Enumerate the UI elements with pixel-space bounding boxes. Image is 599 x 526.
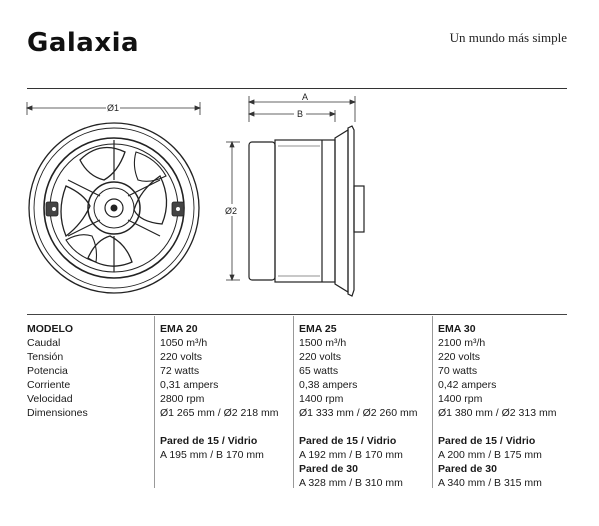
pared30-value: A 328 mm / B 310 mm bbox=[299, 477, 403, 489]
value-velocidad: 1400 rpm bbox=[438, 393, 483, 405]
model-name: EMA 30 bbox=[438, 323, 476, 335]
value-corriente: 0,42 ampers bbox=[438, 379, 497, 391]
column-divider bbox=[293, 316, 294, 488]
value-corriente: 0,31 ampers bbox=[160, 379, 219, 391]
model-column-ema20 bbox=[160, 322, 278, 462]
tagline: Un mundo más simple bbox=[449, 30, 567, 45]
value-dimensiones: Ø1 265 mm / Ø2 218 mm bbox=[160, 407, 279, 419]
label-potencia: Potencia bbox=[27, 365, 68, 377]
model-name: EMA 20 bbox=[160, 323, 198, 335]
column-title-modelo: MODELO bbox=[27, 323, 74, 335]
brand-logo: Galaxia bbox=[27, 28, 140, 58]
fan-side-view bbox=[249, 126, 364, 296]
value-potencia: 70 watts bbox=[438, 365, 478, 377]
label-corriente: Corriente bbox=[27, 379, 71, 391]
side-dimensions bbox=[226, 96, 355, 280]
pared30-title: Pared de 30 bbox=[438, 463, 497, 475]
value-tension: 220 volts bbox=[160, 351, 203, 363]
table-top-rule bbox=[27, 314, 567, 315]
model-name: EMA 25 bbox=[299, 323, 337, 335]
pared15-value: A 200 mm / B 175 mm bbox=[438, 449, 542, 461]
value-potencia: 65 watts bbox=[299, 365, 339, 377]
pared15-title: Pared de 15 / Vidrio bbox=[160, 435, 258, 447]
label-dimensiones: Dimensiones bbox=[27, 407, 88, 419]
front-diameter-label: Ø1 bbox=[106, 103, 120, 113]
dimension-a-label: A bbox=[301, 92, 309, 102]
model-column-ema30 bbox=[438, 322, 556, 490]
pared15-value: A 192 mm / B 170 mm bbox=[299, 449, 403, 461]
pared15-value: A 195 mm / B 170 mm bbox=[160, 449, 264, 461]
value-corriente: 0,38 ampers bbox=[299, 379, 358, 391]
specs-table bbox=[27, 314, 567, 499]
column-divider bbox=[432, 316, 433, 488]
value-caudal: 1500 m³/h bbox=[299, 337, 347, 349]
label-velocidad: Velocidad bbox=[27, 393, 73, 405]
value-velocidad: 2800 rpm bbox=[160, 393, 205, 405]
model-column-ema25 bbox=[299, 322, 417, 490]
pared30-value: A 340 mm / B 315 mm bbox=[438, 477, 542, 489]
value-dimensiones: Ø1 380 mm / Ø2 313 mm bbox=[438, 407, 557, 419]
dimension-b-label: B bbox=[296, 109, 304, 119]
value-caudal: 2100 m³/h bbox=[438, 337, 486, 349]
label-tension: Tensión bbox=[27, 351, 64, 363]
value-caudal: 1050 m³/h bbox=[160, 337, 208, 349]
value-tension: 220 volts bbox=[299, 351, 342, 363]
value-tension: 220 volts bbox=[438, 351, 481, 363]
label-caudal: Caudal bbox=[27, 337, 61, 349]
pared15-title: Pared de 15 / Vidrio bbox=[299, 435, 397, 447]
pared15-title: Pared de 15 / Vidrio bbox=[438, 435, 536, 447]
column-divider bbox=[154, 316, 155, 488]
fan-front-view bbox=[29, 123, 199, 293]
value-velocidad: 1400 rpm bbox=[299, 393, 344, 405]
value-potencia: 72 watts bbox=[160, 365, 200, 377]
value-dimensiones: Ø1 333 mm / Ø2 260 mm bbox=[299, 407, 418, 419]
labels-column bbox=[27, 322, 88, 420]
pared30-title: Pared de 30 bbox=[299, 463, 358, 475]
dimension-d2-label: Ø2 bbox=[224, 206, 238, 216]
